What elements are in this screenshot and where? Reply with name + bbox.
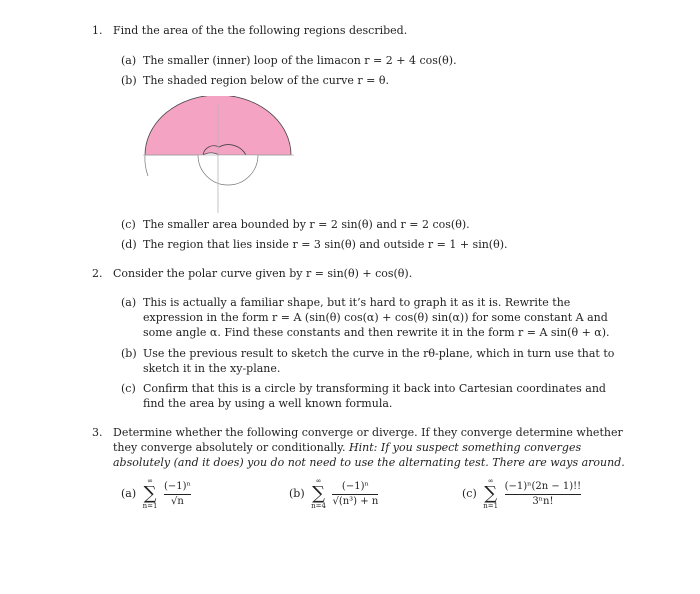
q3-number: 3. <box>92 426 103 439</box>
fraction-a-denominator: √n <box>171 495 184 507</box>
q1b-label: (b) <box>121 74 137 87</box>
sigma-c-symbol: ∑ <box>484 483 498 504</box>
q1a-text: The smaller (inner) loop of the limacon r = 2 + 4 cos(θ). <box>143 54 457 67</box>
fraction-b-bar <box>332 494 378 495</box>
hint-label: Hint: <box>349 441 378 454</box>
sigma-a <box>143 478 158 510</box>
q1-text: Find the area of the the following regions described. <box>113 24 408 37</box>
series-a-label: (a) <box>121 487 137 500</box>
fraction-c-bar <box>505 494 582 495</box>
q2b-label: (b) <box>121 347 137 360</box>
fraction-c-denominator: 3ⁿn! <box>532 495 554 507</box>
hint-line-2: absolutely (and it does) you do not need to use the alternating test. There are ways around. <box>113 456 625 469</box>
fraction-b <box>332 481 378 507</box>
fraction-c-numerator: (−1)ⁿ(2n − 1)!! <box>504 481 582 492</box>
q2a-line-1: This is actually a familiar shape, but it’s hard to graph it as it is. Rewrite the <box>143 296 571 309</box>
q2a-line-2: expression in the form r = A (sin(θ) cos(α) + cos(θ) sin(α)) for some constant A and <box>143 311 608 324</box>
sigma-b-symbol: ∑ <box>312 483 325 504</box>
q1b-text: The shaded region below of the curve r = θ. <box>143 74 389 87</box>
q3-line-2-text: they converge absolutely or conditionally. <box>113 441 346 454</box>
q1d-text: The region that lies inside r = 3 sin(θ) and outside r = 1 + sin(θ). <box>143 238 508 251</box>
sigma-b-lower: n=4 <box>311 502 326 510</box>
fraction-b-numerator: (−1)ⁿ <box>341 481 369 492</box>
q2b-line-2: sketch it in the xy-plane. <box>143 362 281 375</box>
fraction-b-denominator: √(n³) + n <box>332 495 379 507</box>
sigma-a-lower: n=1 <box>142 502 158 510</box>
series-b <box>289 478 378 510</box>
q2-number: 2. <box>92 267 103 280</box>
q1-number: 1. <box>92 24 103 37</box>
q3-line-2 <box>113 441 581 454</box>
q2a-line-3: some angle α. Find these constants and then rewrite it in the form r = A sin(θ + α). <box>143 326 610 339</box>
q1c-label: (c) <box>121 218 136 231</box>
sigma-a-symbol: ∑ <box>143 483 157 504</box>
fraction-a-numerator: (−1)ⁿ <box>163 481 191 492</box>
q3-line-1: Determine whether the following converge or diverge. If they converge determine whether <box>113 426 623 439</box>
q2c-label: (c) <box>121 382 136 395</box>
series-c-label: (c) <box>462 487 477 500</box>
series-b-label: (b) <box>289 487 305 500</box>
series-a <box>121 478 191 510</box>
sigma-c <box>483 478 498 510</box>
hint-line-1: If you suspect something converges <box>380 441 582 454</box>
q2-text: Consider the polar curve given by r = sin(θ) + cos(θ). <box>113 267 413 280</box>
sigma-c-lower: n=1 <box>483 502 499 510</box>
lower-loop <box>198 155 258 185</box>
q2c-line-2: find the area by using a well known formula. <box>143 397 393 410</box>
q1c-text: The smaller area bounded by r = 2 sin(θ) and r = 2 cos(θ). <box>143 218 470 231</box>
fraction-a-bar <box>164 494 191 495</box>
series-c <box>462 478 581 510</box>
sigma-c-upper: ∞ <box>487 477 494 485</box>
sigma-a-upper: ∞ <box>147 477 153 485</box>
sigma-b-upper: ∞ <box>315 477 322 485</box>
q2b-line-1: Use the previous result to sketch the curve in the rθ-plane, which in turn use that to <box>143 347 615 360</box>
sigma-b <box>311 478 326 510</box>
q2c-line-1: Confirm that this is a circle by transforming it back into Cartesian coordinates and <box>143 382 606 395</box>
shaded-region-figure <box>138 96 298 216</box>
fraction-a <box>164 481 191 507</box>
q1d-label: (d) <box>121 238 137 251</box>
fraction-c <box>505 481 582 507</box>
lower-curve <box>145 155 148 176</box>
q2a-label: (a) <box>121 296 137 309</box>
q1a-label: (a) <box>121 54 137 67</box>
